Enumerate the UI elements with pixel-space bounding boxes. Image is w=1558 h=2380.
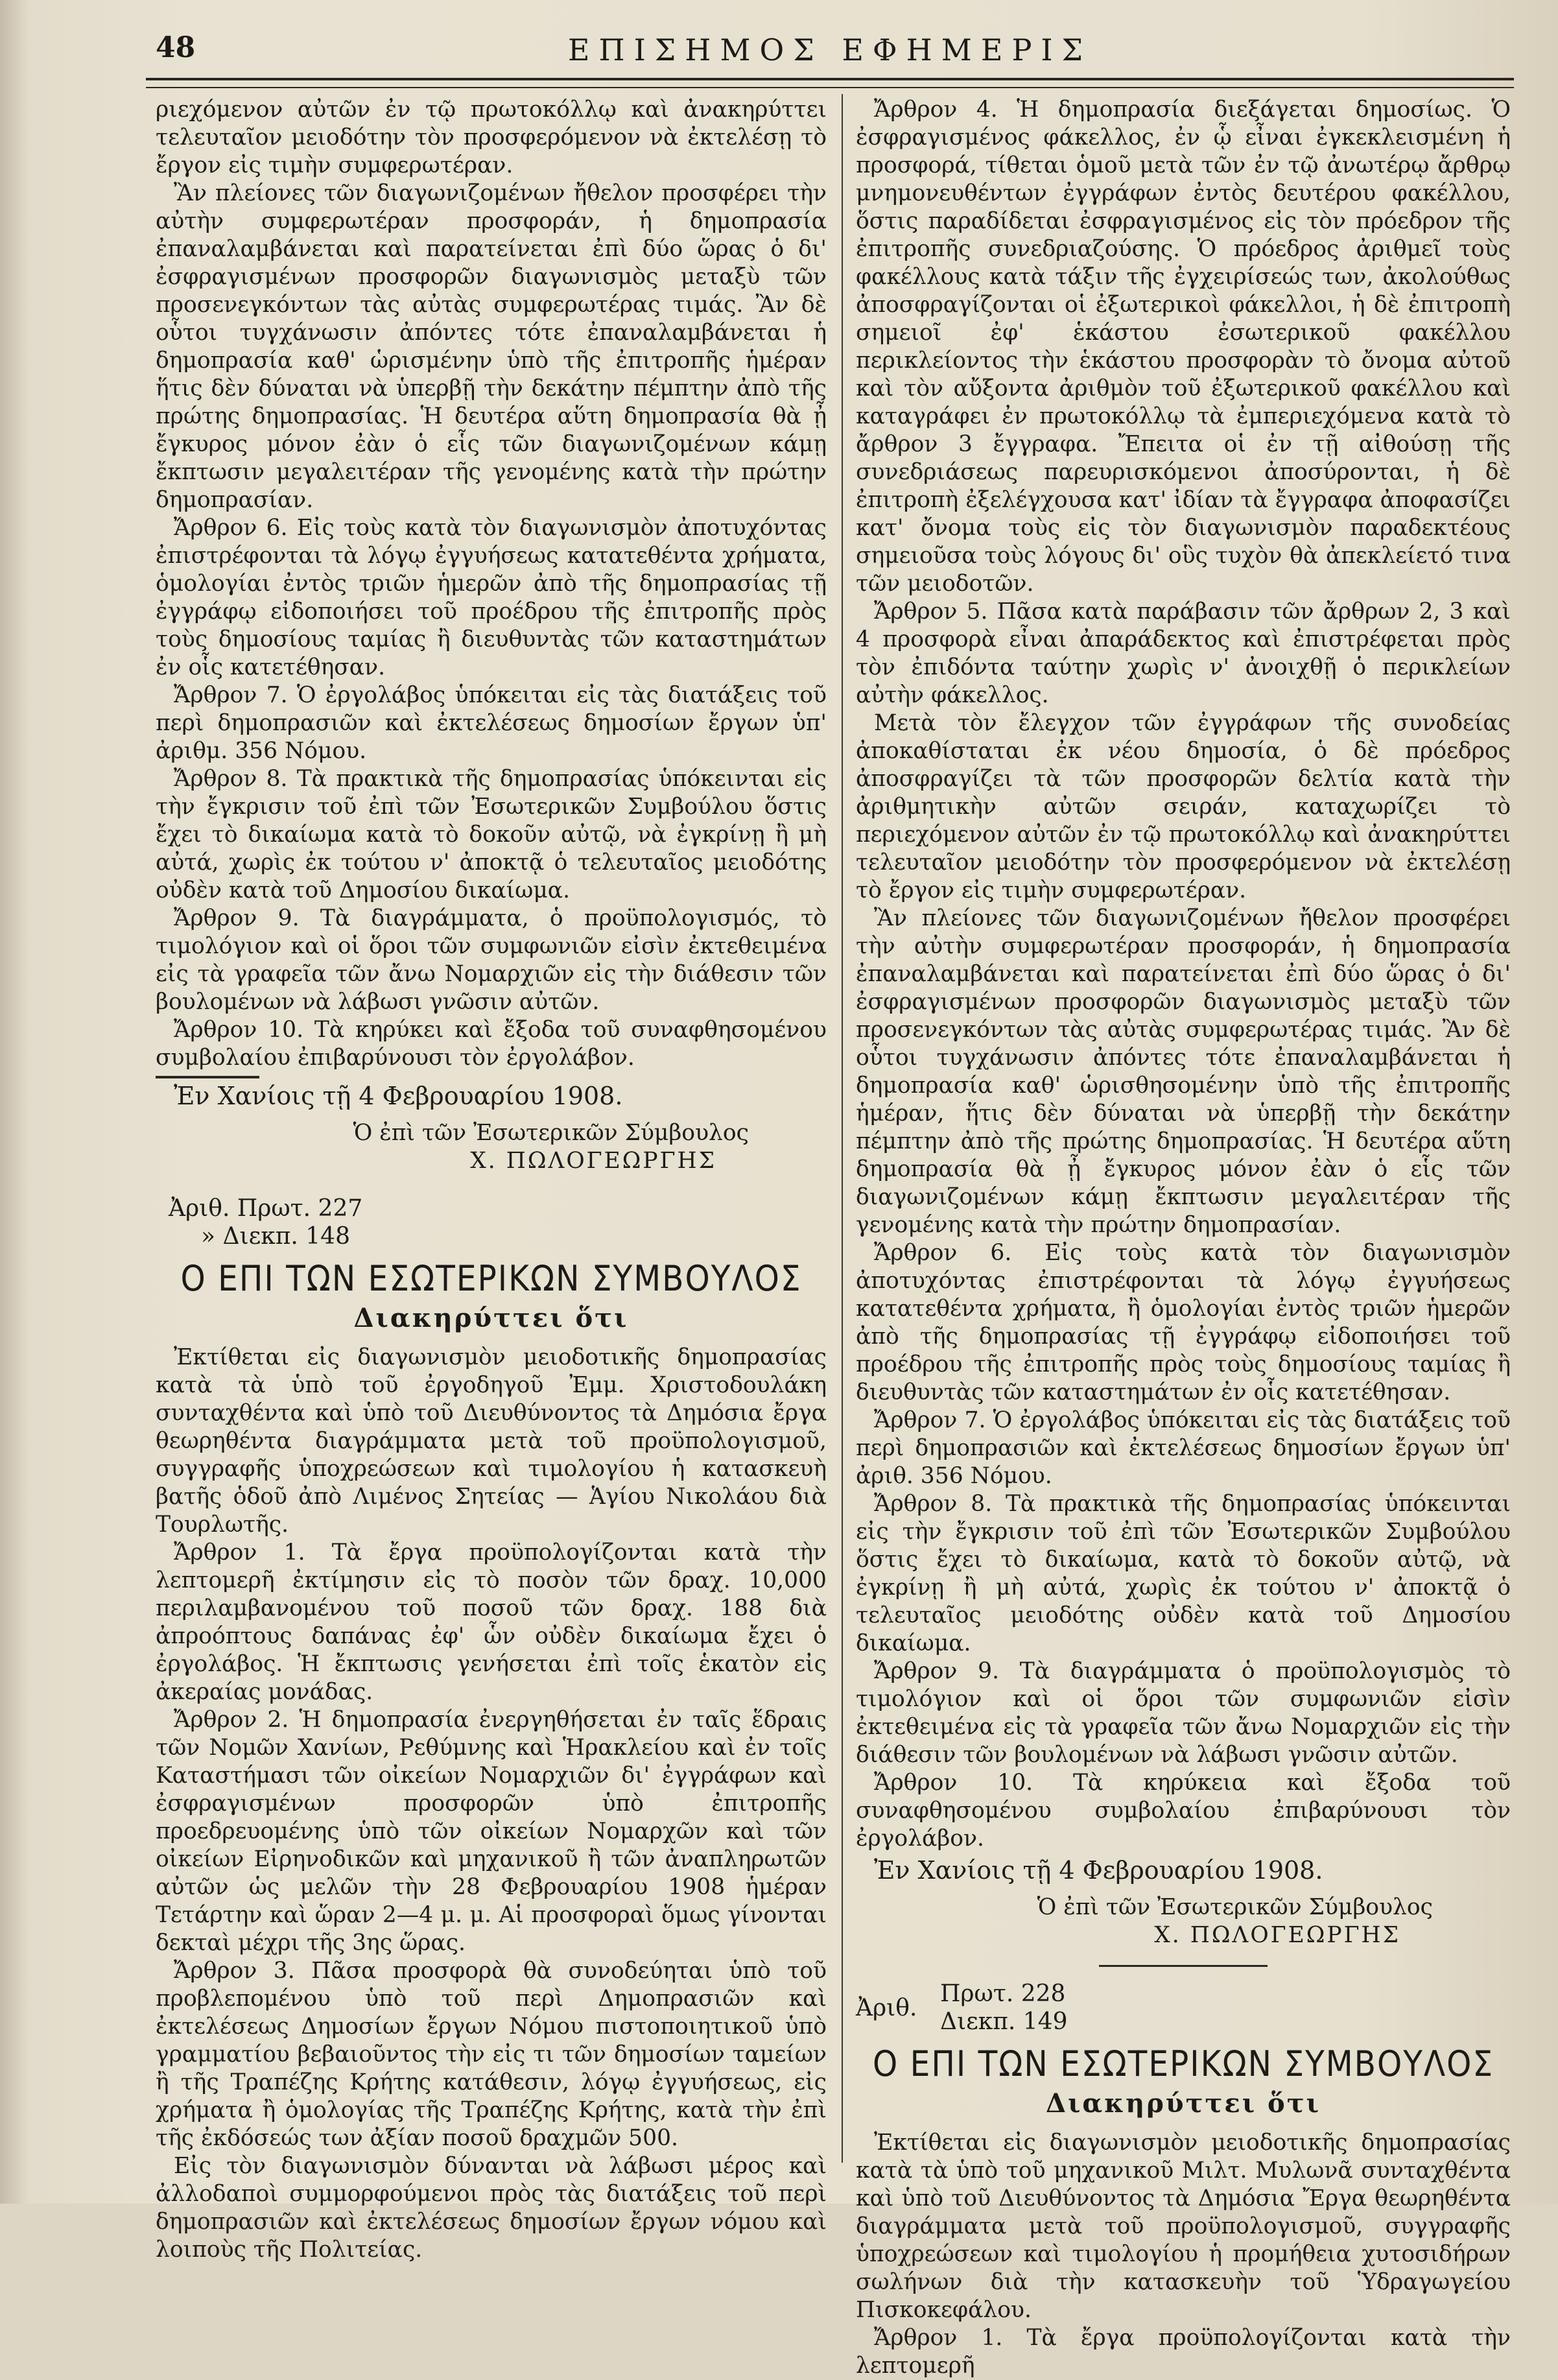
journal-title: ΕΠΙΣΗΜΟΣ ΕΦΗΜΕΡΙΣ bbox=[567, 32, 1092, 67]
right-column bbox=[856, 96, 1511, 2380]
section-heading: Ο ΕΠΙ ΤΩΝ ΕΣΩΤΕΡΙΚΩΝ ΣΥΜΒΟΥΛΟΣ bbox=[180, 1258, 802, 1299]
reference-numbers bbox=[856, 1980, 1511, 2036]
article-7: Ἄρθρον 7. Ὁ ἐργολάβος ὑπόκειται εἰς τὰς διατάξεις τοῦ περὶ δημοπρασιῶν καὶ ἐκτελέσεως δημοσίων ἔργων ὑπ' ἀριθμ. 356 Νόμου. bbox=[156, 682, 827, 764]
article-6: Ἄρθρον 6. Εἰς τοὺς κατὰ τὸν διαγωνισμὸν ἀποτυχόντας ἐπιστρέφονται τὰ λόγῳ ἐγγυήσεως κατατεθέντα χρήματα, ἢ ὁμολογίαι ἐντὸς τριῶν ἡμερῶν ἀπὸ τῆς δημοπρασίας τῇ ἐγγράφῳ εἰδοποιήσει τοῦ προέδρου τῆς ἐπιτροπῆς πρὸς τοὺς δημοσίους ταμίας ἢ διευθυντὰς τῶν καταστημάτων ἐν οἷς κατετέθησαν. bbox=[856, 1240, 1511, 1405]
article-7: Ἄρθρον 7. Ὁ ἐργολάβος ὑπόκειται εἰς τὰς διατάξεις τοῦ περὶ δημοπρασιῶν καὶ ἐκτελέσεως δημοσίων ἔργων ὑπ' ἀριθ. 356 Νόμου. bbox=[856, 1407, 1511, 1489]
paragraph: Ἐκτίθεται εἰς διαγωνισμὸν μειοδοτικῆς δημοπρασίας κατὰ τὰ ὑπὸ τοῦ μηχανικοῦ Μιλτ. Μυλωνᾶ συνταχθέντα καὶ ὑπὸ τοῦ Διευθύνοντος τὰ Δημόσια Ἔργα θεωρηθέντα διαγράμματα μετὰ τοῦ προϋπολογισμοῦ, συγγραφῆς ὑποχρεώσεων καὶ τιμολογίου ἡ προμήθεια χυτοσιδήρων σωλήνων διὰ τὴν κατασκευὴν τοῦ Ὑδραγωγείου Πισκοκεφάλου. bbox=[856, 2130, 1511, 2323]
signature-office: Ὁ ἐπὶ τῶν Ἐσωτερικῶν Σύμβουλος bbox=[353, 1120, 749, 1146]
date-line: Ἐν Χανίοις τῇ 4 Φεβρουαρίου 1908. bbox=[174, 1082, 623, 1110]
article-8: Ἄρθρον 8. Τὰ πρακτικὰ τῆς δημοπρασίας ὑπόκεινται εἰς τὴν ἔγκρισιν τοῦ ἐπὶ τῶν Ἐσωτερικῶν Συμβούλου ὅστις ἔχει τὸ δικαίωμα, κατὰ τὸ δοκοῦν αὐτῷ, νὰ ἐγκρίνῃ ἢ μὴ αὐτά, χωρὶς ἐκ τούτου ν' ἀποκτᾷ ὁ τελευταῖος μειοδότης οὐδὲν κατὰ τοῦ Δημοσίου δικαίωμα. bbox=[856, 1491, 1511, 1656]
section-heading: Ο ΕΠΙ ΤΩΝ ΕΣΩΤΕΡΙΚΩΝ ΣΥΜΒΟΥΛΟΣ bbox=[872, 2043, 1494, 2084]
ref-dispatch: Διεκπ. 149 bbox=[940, 2008, 1068, 2035]
paragraph: Εἰς τὸν διαγωνισμὸν δύνανται νὰ λάβωσι μέρος καὶ ἀλλοδαποὶ συμμορφούμενοι πρὸς τὰς διατάξεις τοῦ περὶ δημοπρασιῶν καὶ ἐκτελέσεως δημοσίων ἔργων νόμου καὶ λοιποὺς τῆς Πολιτείας. bbox=[156, 2153, 827, 2263]
paragraph: Ἂν πλείονες τῶν διαγωνιζομένων ἤθελον προσφέρει τὴν αὐτὴν συμφερωτέραν προσφοράν, ἡ δημοπρασία ἐπαναλαμβάνεται καὶ παρατείνεται ἐπὶ δύο ὥρας ὁ δι' ἐσφραγισμένων προσφορῶν διαγωνισμὸς μεταξὺ τῶν προσενεγκόντων τὰς αὐτὰς συμφερωτέρας τιμάς. Ἂν δὲ οὗτοι τυγχάνωσιν ἀπόντες τότε ἐπαναλαμβάνεται ἡ δημοπρασία καθ' ὡρισμένην ὑπὸ τῆς ἐπιτροπῆς ἡμέραν ἥτις δὲν δύναται νὰ ὑπερβῇ τὴν δεκάτην πέμπτην ἀπὸ τῆς πρώτης δημοπρασίας. Ἡ δευτέρα αὕτη δημοπρασία θὰ ᾖ ἔγκυρος μόνον ἐὰν ὁ εἷς τῶν διαγωνιζομένων κάμῃ ἔκπτωσιν μεγαλειτέραν τῆς γενομένης κατὰ τὴν πρώτην δημοπρασίαν. bbox=[156, 180, 827, 513]
short-rule bbox=[156, 1076, 259, 1078]
paragraph: Ἐκτίθεται εἰς διαγωνισμὸν μειοδοτικῆς δημοπρασίας κατὰ τὰ ὑπὸ τοῦ ἐργοδηγοῦ Ἐμμ. Χριστοδουλάκη συνταχθέντα καὶ ὑπὸ τοῦ Διευθύνοντος τὰ Δημόσια ἔργα θεωρηθέντα διαγράμματα μετὰ τοῦ προϋπολογισμοῦ, συγγραφῆς ὑποχρεώσεων καὶ τιμολογίου ἡ κατασκευὴ βατῆς ὁδοῦ ἀπὸ Λιμένος Σητείας — Ἁγίου Νικολάου διὰ Τουρλωτῆς. bbox=[156, 1344, 827, 1538]
date-line: Ἐν Χανίοις τῇ 4 Φεβρουαρίου 1908. bbox=[874, 1856, 1323, 1885]
section-subheading: Διακηρύττει ὅτι bbox=[353, 1303, 629, 1333]
paragraph: Ἂν πλείονες τῶν διαγωνιζομένων ἤθελον προσφέρει τὴν αὐτὴν συμφερωτέραν προσφοράν, ἡ δημοπρασία ἐπαναλαμβάνεται καὶ παρατείνεται ἐπὶ δύο ὥρας ὁ δι' ἐσφραγισμένων προσφορῶν διαγωνισμὸς μεταξὺ τῶν προσενεγκόντων τὰς αὐτὰς συμφερωτέρας τιμάς. Ἂν δὲ οὗτοι τυγχάνωσιν ἀπόντες τότε ἐπαναλαμβάνεται ἡ δημοπρασία καθ' ὡρισθησομένην ὑπὸ τῆς ἐπιτροπῆς ἡμέραν, ἥτις δὲν δύναται νὰ ὑπερβῇ τὴν δεκάτην πέμπτην ἀπὸ τῆς πρώτης δημοπρασίας. Ἡ δευτέρα αὕτη δημοπρασία θὰ ᾖ ἔγκυρος μόνον ἐὰν ὁ εἷς τῶν διαγωνιζομένων κάμῃ ἔκπτωσιν μεγαλειτέραν τῆς γενομένης κατὰ τὴν πρώτην δημοπρασίαν. bbox=[856, 905, 1511, 1238]
divider-rule bbox=[1099, 1965, 1268, 1967]
article-1: Ἄρθρον 1. Τὰ ἔργα προϋπολογίζονται κατὰ τὴν λεπτομερῆ bbox=[856, 2325, 1511, 2379]
article-9: Ἄρθρον 9. Τὰ διαγράμματα, ὁ προϋπολογισμός, τὸ τιμολόγιον καὶ οἱ ὅροι τῶν συμφωνιῶν εἰσὶν ἐκτεθειμένα εἰς τὰ γραφεῖα τῶν ἄνω Νομαρχιῶν εἰς τὴν διάθεσιν τῶν βουλομένων νὰ λάβωσι γνῶσιν αὐτῶν. bbox=[156, 905, 827, 1015]
header-rule bbox=[146, 78, 1514, 88]
signature-name: Χ. ΠΩΛΟΓΕΩΡΓΗΣ bbox=[470, 1148, 716, 1174]
ref-dispatch: » Διεκπ. 148 bbox=[201, 1223, 350, 1250]
article-10: Ἄρθρον 10. Τὰ κηρύκεια καὶ ἔξοδα τοῦ συναφθησομένου συμβολαίου ἐπιβαρύνουσι τὸν ἐργολάβον. bbox=[856, 1770, 1511, 1851]
article-1: Ἄρθρον 1. Τὰ ἔργα προϋπολογίζονται κατὰ τὴν λεπτομερῆ ἐκτίμησιν εἰς τὸ ποσὸν τῶν δραχ. 10,000 περιλαμβανομένου τοῦ ποσοῦ τῶν δραχ. 188 διὰ ἀπροόπτους δαπάνας ἐφ' ὧν οὐδὲν δικαίωμα ἔχει ὁ ἐργολάβος. Ἡ ἔκπτωσις γενήσεται ἐπὶ τοῖς ἑκατὸν εἰς ἀκεραίας μονάδας. bbox=[156, 1540, 827, 1705]
column-divider bbox=[842, 94, 843, 2163]
ref-protocol: Πρωτ. 228 bbox=[940, 1981, 1066, 2007]
signature-name: Χ. ΠΩΛΟΓΕΩΡΓΗΣ bbox=[1154, 1922, 1400, 1948]
page-number: 48 bbox=[156, 31, 196, 64]
section-subheading: Διακηρύττει ὅτι bbox=[1046, 2088, 1321, 2119]
ref-prefix: Ἀριθ. bbox=[856, 1995, 917, 2021]
page-header bbox=[156, 25, 1504, 77]
article-4: Ἄρθρον 4. Ἡ δημοπρασία διεξάγεται δημοσίως. Ὁ ἐσφραγισμένος φάκελλος, ἐν ᾧ εἶναι ἐγκεκλεισμένη ἡ προσφορά, τίθεται ὁμοῦ μετὰ τῶν ἐν τῷ ἀνωτέρῳ ἄρθρῳ μνημονευθέντων ἐγγράφων ἐντὸς δευτέρου φακέλλου, ὅστις παραδίδεται ἐσφραγισμένος εἰς τὸν πρόεδρον τῆς ἐπιτροπῆς συνεδριαζούσης. Ὁ πρόεδρος ἀριθμεῖ τοὺς φακέλλους κατὰ τάξιν τῆς ἐγχειρίσεώς των, ἀκολούθως ἀποσφραγίζονται οἱ ἐξωτερικοὶ φάκελλοι, ἡ δὲ ἐπιτροπὴ σημειοῖ ἐφ' ἑκάστου ἐσωτερικοῦ φακέλλου περικλείοντος τὴν ἑκάστου προσφορὰν τὸ ὄνομα αὐτοῦ καὶ τὸν αὔξοντα ἀριθμὸν τοῦ ἐξωτερικοῦ φακέλλου καὶ καταγράφει ἐν πρωτοκόλλῳ τὰ ἐμπεριεχόμενα κατὰ τὸ ἄρθρον 3 ἔγγραφα. Ἔπειτα οἱ ἐν τῇ αἰθούσῃ τῆς συνεδριάσεως παρευρισκόμενοι ἀποσύρονται, ἡ δὲ ἐπιτροπὴ ἐξελέγχουσα κατ' ἰδίαν τὰ ἔγγραφα ἀποφασίζει κατ' ὄνομα τοὺς εἰς τὸν διαγωνισμὸν παραδεκτέους σημειοῦσα τοὺς λόγους δι' οὓς τυχὸν θὰ ἀπεκλείετό τινα τῶν μειοδοτῶν. bbox=[856, 97, 1511, 597]
article-5: Ἄρθρον 5. Πᾶσα κατὰ παράβασιν τῶν ἄρθρων 2, 3 καὶ 4 προσφορὰ εἶναι ἀπαράδεκτος καὶ ἐπιστρέφεται πρὸς τὸν ἐπιδόντα ταύτην χωρὶς ν' ἀνοιχθῇ ὁ περικλείων αὐτὴν φάκελλος. bbox=[856, 599, 1511, 708]
paragraph: Μετὰ τὸν ἔλεγχον τῶν ἐγγράφων τῆς συνοδείας ἀποκαθίσταται ἐκ νέου δημοσία, ὁ δὲ πρόεδρος ἀποσφραγίζει τὰ τῶν προσφορῶν δελτία κατὰ τὴν ἀριθμητικὴν αὐτῶν σειράν, καταχωρίζει τὸ περιεχόμενον αὐτῶν ἐν τῷ πρωτοκόλλῳ καὶ ἀνακηρύττει τελευταῖον μειοδότην τὸν προσφερόμενον νὰ ἐκτελέσῃ τὸ ἔργον εἰς τιμὴν συμφερωτέραν. bbox=[856, 710, 1511, 903]
reference-numbers bbox=[156, 1195, 827, 1250]
article-6: Ἄρθρον 6. Εἰς τοὺς κατὰ τὸν διαγωνισμὸν ἀποτυχόντας ἐπιστρέφονται τὰ λόγῳ ἐγγυήσεως κατατεθέντα χρήματα, ὁμολογίαι ἐντὸς τριῶν ἡμερῶν ἀπὸ τῆς δημοπρασίας τῇ ἐγγράφῳ εἰδοποιήσει τοῦ προέδρου τῆς ἐπιτροπῆς πρὸς τοὺς δημοσίους ταμίας ἢ διευθυντὰς τῶν καταστημάτων ἐν οἷς κατετέθησαν. bbox=[156, 515, 827, 680]
article-10: Ἄρθρον 10. Τὰ κηρύκει καὶ ἔξοδα τοῦ συναφθησομένου συμβολαίου ἐπιβαρύνουσι τὸν ἐργολάβον. bbox=[156, 1017, 827, 1071]
article-9: Ἄρθρον 9. Τὰ διαγράμματα ὁ προϋπολογισμὸς τὸ τιμολόγιον καὶ οἱ ὅροι τῶν συμφωνιῶν εἰσὶν ἐκτεθειμένα εἰς τὰ γραφεῖα τῶν ἄνω Νομαρχιῶν εἰς τὴν διάθεσιν τῶν βουλομένων νὰ λάβωσι γνῶσιν αὐτῶν. bbox=[856, 1658, 1511, 1768]
paragraph: ριεχόμενον αὐτῶν ἐν τῷ πρωτοκόλλῳ καὶ ἀνακηρύττει τελευταῖον μειοδότην τὸν προσφερόμενον νὰ ἐκτελέσῃ τὸ ἔργον εἰς τιμὴν συμφερωτέραν. bbox=[156, 97, 827, 178]
signature-office: Ὁ ἐπὶ τῶν Ἐσωτερικῶν Σύμβουλος bbox=[1037, 1894, 1433, 1920]
left-column bbox=[156, 96, 827, 2264]
article-2: Ἄρθρον 2. Ἡ δημοπρασία ἐνεργηθήσεται ἐν ταῖς ἕδραις τῶν Νομῶν Χανίων, Ρεθύμνης καὶ Ἡρακλείου καὶ ἐν τοῖς Καταστήμασι τῶν οἰκείων Νομαρχιῶν δι' ἐγγράφων καὶ ἐσφραγισμένων προσφορῶν ὑπὸ ἐπιτροπῆς προεδρευομένης ὑπὸ τῶν οἰκείων Νομαρχῶν καὶ τῶν οἰκείων Εἰρηνοδικῶν καὶ μηχανικοῦ ἢ τῶν ἀναπληρωτῶν αὐτῶν ὡς μελῶν τὴν 28 Φεβρουαρίου 1908 ἡμέραν Τετάρτην καὶ ὥραν 2—4 μ. μ. Αἱ προσφοραὶ ὅμως γίνονται δεκταὶ μέχρι τῆς 3ης ὥρας. bbox=[156, 1707, 827, 1956]
article-8: Ἄρθρον 8. Τὰ πρακτικὰ τῆς δημοπρασίας ὑπόκεινται εἰς τὴν ἔγκρισιν τοῦ ἐπὶ τῶν Ἐσωτερικῶν Συμβούλου ὅστις ἔχει τὸ δικαίωμα κατὰ τὸ δοκοῦν αὐτῷ, νὰ ἐγκρίνῃ ἢ μὴ αὐτά, χωρὶς ἐκ τούτου ν' ἀποκτᾷ ὁ τελευταῖος μειοδότης οὐδὲν κατὰ τοῦ Δημοσίου δικαίωμα. bbox=[156, 766, 827, 903]
article-3: Ἄρθρον 3. Πᾶσα προσφορὰ θὰ συνοδεύηται ὑπὸ τοῦ προβλεπομένου ὑπὸ τοῦ περὶ Δημοπρασιῶν καὶ ἐκτελέσεως Δημοσίων ἔργων Νόμου πιστοποιητικοῦ ὑπὸ γραμματίου βεβαιοῦντος τὴν εἰς τι τῶν δημοσίων ταμείων ἢ τῆς Τραπέζης Κρήτης κατάθεσιν, λόγῳ ἐγγυήσεως, εἰς χρήματα ἢ ὁμολογίας τῆς Τραπέζης Κρήτης, κατὰ τὴν ἐπὶ τῆς ἐκδόσεώς των ἀξίαν ποσοῦ δραχμῶν 500. bbox=[156, 1958, 827, 2151]
ref-protocol: Ἀριθ. Πρωτ. 227 bbox=[169, 1195, 363, 1222]
